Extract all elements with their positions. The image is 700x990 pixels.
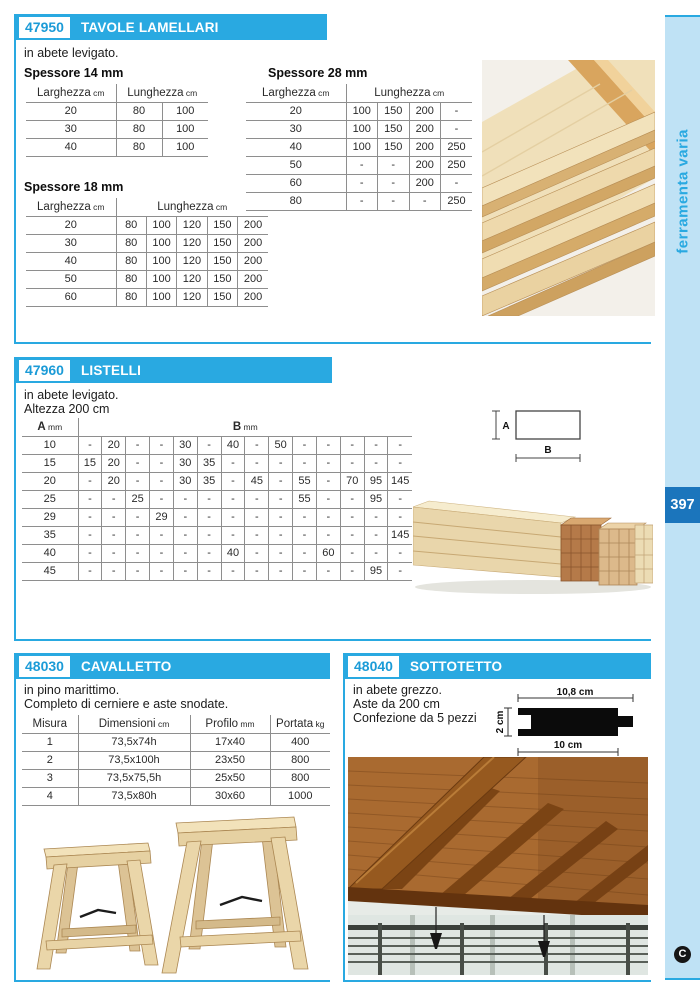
table-cell: 100 xyxy=(346,138,378,156)
table-cell: 200 xyxy=(409,156,441,174)
table-row xyxy=(22,751,330,769)
table-cell: 145 xyxy=(388,526,412,544)
product-code-box: 47960 xyxy=(19,360,70,381)
table-cell: 120 xyxy=(177,216,207,234)
table-cell: 200 xyxy=(409,138,441,156)
table-cell: 15 xyxy=(22,454,78,472)
table-cell: 80 xyxy=(116,270,146,288)
table-row xyxy=(22,472,412,490)
table-cell: - xyxy=(78,508,102,526)
table-cell: - xyxy=(364,544,388,562)
section-listelli xyxy=(14,357,651,641)
table-row xyxy=(26,102,208,120)
table-cell: - xyxy=(197,508,221,526)
table-cell: 95 xyxy=(364,562,388,580)
table-cell: 100 xyxy=(162,120,208,138)
table-cell: - xyxy=(102,526,126,544)
table-cell: 250 xyxy=(441,138,473,156)
table-cell: - xyxy=(340,490,364,508)
page-number-badge: 397 xyxy=(665,487,700,523)
table-cell: - xyxy=(221,490,245,508)
table-label-spessore-18: Spessore 18 mm xyxy=(24,180,124,194)
table-row xyxy=(22,544,412,562)
table-row xyxy=(246,156,472,174)
table-cell: 40 xyxy=(221,544,245,562)
table-cell: 145 xyxy=(388,472,412,490)
table-cell: - xyxy=(364,454,388,472)
table-cell: 30 xyxy=(26,234,116,252)
table-cell: 200 xyxy=(238,252,268,270)
table-row xyxy=(246,102,472,120)
table-cell: 40 xyxy=(246,138,346,156)
table-cell: - xyxy=(245,490,269,508)
table-cell: 400 xyxy=(270,733,330,751)
section-title: CAVALLETTO xyxy=(80,658,172,674)
table-spessore-14 xyxy=(26,84,208,157)
table-cell: 800 xyxy=(270,751,330,769)
table-cell: - xyxy=(197,544,221,562)
table-cell: 30x60 xyxy=(190,787,270,805)
table-cell: - xyxy=(346,156,378,174)
table-cell: 73,5x75,5h xyxy=(78,769,190,787)
table-row xyxy=(22,490,412,508)
table-cell: 200 xyxy=(238,288,268,306)
table-cell: - xyxy=(316,562,340,580)
table-cell: - xyxy=(102,508,126,526)
column-header: A mm xyxy=(37,420,63,433)
table-cell: - xyxy=(245,544,269,562)
table-cell: 25x50 xyxy=(190,769,270,787)
table-cell: - xyxy=(441,120,473,138)
column-header: Profilo mm xyxy=(190,715,270,733)
table-cell: - xyxy=(150,544,174,562)
table-cell: 80 xyxy=(246,192,346,210)
table-cell: - xyxy=(245,562,269,580)
table-cell: 30 xyxy=(173,436,197,454)
table-cell: 29 xyxy=(22,508,78,526)
table-cell: 50 xyxy=(246,156,346,174)
table-cell: 150 xyxy=(207,288,237,306)
table-cell: - xyxy=(150,526,174,544)
table-cell: 35 xyxy=(22,526,78,544)
table-cell: - xyxy=(150,436,174,454)
table-row xyxy=(22,733,330,751)
description-line: Completo di cerniere e aste snodate. xyxy=(24,697,229,711)
table-cell: - xyxy=(245,454,269,472)
table-cell: - xyxy=(293,544,317,562)
table-cell: - xyxy=(173,490,197,508)
table-row xyxy=(22,769,330,787)
table-cell: - xyxy=(126,436,150,454)
table-cell: 120 xyxy=(177,234,207,252)
table-row xyxy=(26,270,268,288)
table-cell: - xyxy=(221,472,245,490)
table-cell: 80 xyxy=(116,234,146,252)
table-cell: 80 xyxy=(116,138,162,156)
column-header: Dimensioni cm xyxy=(78,715,190,733)
column-header: Lunghezza cm xyxy=(116,84,208,102)
table-cell: 100 xyxy=(146,234,176,252)
table-cell: - xyxy=(316,490,340,508)
table-cell: - xyxy=(316,454,340,472)
dimension-label-a: A xyxy=(502,421,510,432)
section-title: TAVOLE LAMELLARI xyxy=(80,19,219,35)
table-cell: 150 xyxy=(207,252,237,270)
table-cell: 40 xyxy=(221,436,245,454)
table-cell: - xyxy=(441,102,473,120)
table-row xyxy=(22,787,330,805)
table-cell: - xyxy=(316,508,340,526)
table-cell: - xyxy=(126,544,150,562)
dimension-label-top: 10,8 cm xyxy=(556,687,594,698)
table-row xyxy=(26,234,268,252)
table-cell: - xyxy=(364,526,388,544)
table-cell: - xyxy=(197,562,221,580)
table-cell: - xyxy=(78,526,102,544)
publisher-logo: C xyxy=(674,946,691,963)
dimension-label-side: 2 cm xyxy=(495,710,506,734)
table-row xyxy=(26,288,268,306)
table-cell: 73,5x80h xyxy=(78,787,190,805)
table-spessore-18 xyxy=(26,198,268,307)
table-cell: - xyxy=(346,174,378,192)
table-cell: 25 xyxy=(22,490,78,508)
table-cell: - xyxy=(269,562,293,580)
table-cell: - xyxy=(269,526,293,544)
table-cell: 1000 xyxy=(270,787,330,805)
table-cell: 20 xyxy=(102,436,126,454)
table-cell: 150 xyxy=(378,102,410,120)
table-cell: 40 xyxy=(22,544,78,562)
column-header: Larghezza cm xyxy=(37,200,105,213)
table-cell: - xyxy=(409,192,441,210)
table-cell: - xyxy=(245,508,269,526)
table-row xyxy=(246,120,472,138)
table-cell: - xyxy=(150,454,174,472)
table-cell: 15 xyxy=(78,454,102,472)
table-cell: 40 xyxy=(26,138,116,156)
table-cell: 250 xyxy=(441,192,473,210)
table-cell: 80 xyxy=(116,216,146,234)
table-row xyxy=(246,192,472,210)
table-cell: - xyxy=(388,490,412,508)
table-cell: - xyxy=(364,436,388,454)
listelli-photo xyxy=(413,485,653,609)
description-line: Altezza 200 cm xyxy=(24,402,110,416)
table-cell: - xyxy=(221,526,245,544)
table-cell: 95 xyxy=(364,472,388,490)
table-cell: - xyxy=(221,508,245,526)
column-header: B mm xyxy=(78,418,412,436)
table-cell: 20 xyxy=(246,102,346,120)
table-cell: - xyxy=(173,526,197,544)
table-cell: 40 xyxy=(26,252,116,270)
table-cell: 100 xyxy=(346,102,378,120)
table-cell: 100 xyxy=(146,252,176,270)
table-cell: 55 xyxy=(293,490,317,508)
table-cell: - xyxy=(126,508,150,526)
table-cell: 1 xyxy=(22,733,78,751)
table-cell: - xyxy=(316,526,340,544)
table-cell: 4 xyxy=(22,787,78,805)
table-cell: 60 xyxy=(316,544,340,562)
table-cell: 150 xyxy=(378,120,410,138)
table-cell: 70 xyxy=(340,472,364,490)
product-code-box: 47950 xyxy=(19,17,70,38)
table-cell: - xyxy=(197,436,221,454)
dimension-label-b: B xyxy=(544,445,552,456)
table-cell: 29 xyxy=(150,508,174,526)
table-cell: - xyxy=(269,454,293,472)
table-cell: 250 xyxy=(441,156,473,174)
sottotetto-photo xyxy=(348,757,648,975)
table-cell: - xyxy=(388,454,412,472)
sidebar-strip xyxy=(665,15,700,980)
table-cell: 100 xyxy=(346,120,378,138)
table-cell: - xyxy=(150,472,174,490)
column-header: Lunghezza cm xyxy=(116,198,268,216)
table-cell: 35 xyxy=(197,454,221,472)
table-row xyxy=(26,120,208,138)
table-cell: - xyxy=(102,562,126,580)
table-cell: 60 xyxy=(246,174,346,192)
column-header: Misura xyxy=(32,717,67,730)
table-cell: - xyxy=(102,490,126,508)
table-cell: 200 xyxy=(409,102,441,120)
table-cell: 150 xyxy=(207,234,237,252)
table-cell: - xyxy=(340,454,364,472)
table-cell: 200 xyxy=(238,216,268,234)
table-cell: - xyxy=(388,562,412,580)
table-cell: 30 xyxy=(173,454,197,472)
description-line: Confezione da 5 pezzi xyxy=(353,711,477,725)
table-cell: 20 xyxy=(102,472,126,490)
table-cell: - xyxy=(293,454,317,472)
table-cell: 100 xyxy=(146,270,176,288)
table-cell: 200 xyxy=(409,174,441,192)
table-cell: - xyxy=(388,436,412,454)
table-cell: 17x40 xyxy=(190,733,270,751)
table-cell: - xyxy=(78,544,102,562)
section-tavole-lamellari xyxy=(14,14,651,344)
table-row xyxy=(26,138,208,156)
table-cell: - xyxy=(340,436,364,454)
product-code-box: 48030 xyxy=(19,656,70,677)
table-row xyxy=(22,454,412,472)
table-cell: 3 xyxy=(22,769,78,787)
section-sottotetto xyxy=(343,653,651,982)
table-cell: 120 xyxy=(177,288,207,306)
table-cell: 100 xyxy=(162,138,208,156)
table-cell: - xyxy=(340,508,364,526)
section-header-bar xyxy=(16,14,327,40)
table-cell: - xyxy=(126,454,150,472)
table-cell: - xyxy=(340,526,364,544)
table-cell: 95 xyxy=(364,490,388,508)
table-cell: - xyxy=(378,192,410,210)
description-line: in abete levigato. xyxy=(24,388,119,402)
table-cell: 23x50 xyxy=(190,751,270,769)
table-row xyxy=(246,174,472,192)
table-cell: 800 xyxy=(270,769,330,787)
table-listelli xyxy=(22,418,412,581)
section-header-bar xyxy=(16,357,332,383)
table-cell: 30 xyxy=(246,120,346,138)
table-cell: - xyxy=(346,192,378,210)
section-cavalletto xyxy=(14,653,330,982)
table-cell: 100 xyxy=(146,288,176,306)
table-cell: 55 xyxy=(293,472,317,490)
table-cell: 30 xyxy=(173,472,197,490)
table-cell: 150 xyxy=(378,138,410,156)
table-cell: 20 xyxy=(26,102,116,120)
table-cell: 30 xyxy=(26,120,116,138)
cavalletto-photo xyxy=(24,813,322,977)
section-title: SOTTOTETTO xyxy=(409,658,503,674)
table-cell: - xyxy=(340,544,364,562)
table-cell: - xyxy=(388,544,412,562)
table-cell: 60 xyxy=(26,288,116,306)
column-header: Lunghezza cm xyxy=(346,84,472,102)
table-cell: - xyxy=(173,508,197,526)
table-cell: 150 xyxy=(207,216,237,234)
table-cell: - xyxy=(78,472,102,490)
table-cell: - xyxy=(126,562,150,580)
table-cell: 200 xyxy=(409,120,441,138)
table-cell: - xyxy=(126,526,150,544)
table-cell: 200 xyxy=(238,270,268,288)
table-cell: - xyxy=(197,526,221,544)
table-cell: 50 xyxy=(26,270,116,288)
table-cell: - xyxy=(269,490,293,508)
table-row xyxy=(22,526,412,544)
table-label-spessore-14: Spessore 14 mm xyxy=(24,66,124,80)
table-cell: 20 xyxy=(22,472,78,490)
table-cell: - xyxy=(150,562,174,580)
table-cell: 35 xyxy=(197,472,221,490)
table-cell: - xyxy=(221,562,245,580)
sidebar-category-label: ferramenta varia xyxy=(674,129,691,254)
table-cell: 2 xyxy=(22,751,78,769)
table-cell: - xyxy=(78,490,102,508)
column-header: Larghezza cm xyxy=(37,86,105,99)
table-cell: 200 xyxy=(238,234,268,252)
table-label-spessore-28: Spessore 28 mm xyxy=(268,66,368,80)
table-row xyxy=(246,138,472,156)
table-cell: 100 xyxy=(146,216,176,234)
section-header-bar xyxy=(345,653,651,679)
table-row xyxy=(26,252,268,270)
table-cell: - xyxy=(316,472,340,490)
table-cell: - xyxy=(173,562,197,580)
tavole-photo xyxy=(482,60,655,316)
section-header-bar xyxy=(16,653,330,679)
table-cell: - xyxy=(378,156,410,174)
table-cell: 80 xyxy=(116,120,162,138)
table-cell: 73,5x100h xyxy=(78,751,190,769)
description-line: Aste da 200 cm xyxy=(353,697,440,711)
table-cell: - xyxy=(269,544,293,562)
table-cell: - xyxy=(150,490,174,508)
table-cell: 45 xyxy=(245,472,269,490)
table-cell: - xyxy=(441,174,473,192)
description-line: in abete levigato. xyxy=(24,46,119,60)
column-header: Larghezza cm xyxy=(262,86,330,99)
table-cell: - xyxy=(364,508,388,526)
table-cell: - xyxy=(316,436,340,454)
table-cell: - xyxy=(221,454,245,472)
table-cavalletto xyxy=(22,715,330,806)
table-cell: - xyxy=(245,436,269,454)
product-code-box: 48040 xyxy=(348,656,399,677)
table-cell: - xyxy=(269,472,293,490)
table-cell: 80 xyxy=(116,252,146,270)
table-cell: 45 xyxy=(22,562,78,580)
table-cell: - xyxy=(78,562,102,580)
table-cell: 80 xyxy=(116,102,162,120)
section-title: LISTELLI xyxy=(80,362,142,378)
table-row xyxy=(22,562,412,580)
table-cell: - xyxy=(293,526,317,544)
table-cell: - xyxy=(173,544,197,562)
table-cell: 10 xyxy=(22,436,78,454)
table-spessore-28 xyxy=(246,84,472,211)
table-cell: - xyxy=(340,562,364,580)
table-cell: - xyxy=(126,472,150,490)
column-header: Portata kg xyxy=(270,715,330,733)
table-cell: 80 xyxy=(116,288,146,306)
sottotetto-profile-diagram xyxy=(493,687,648,759)
dimension-label-bottom: 10 cm xyxy=(553,740,583,751)
description-line: in pino marittimo. xyxy=(24,683,120,697)
table-cell: 73,5x74h xyxy=(78,733,190,751)
table-cell: - xyxy=(102,544,126,562)
description-line: in abete grezzo. xyxy=(353,683,442,697)
table-cell: 100 xyxy=(162,102,208,120)
table-cell: - xyxy=(245,526,269,544)
table-cell: - xyxy=(388,508,412,526)
table-cell: - xyxy=(269,508,293,526)
table-cell: 20 xyxy=(26,216,116,234)
table-row xyxy=(22,508,412,526)
table-cell: 50 xyxy=(269,436,293,454)
table-cell: 20 xyxy=(102,454,126,472)
table-cell: 150 xyxy=(207,270,237,288)
table-cell: - xyxy=(293,508,317,526)
table-cell: - xyxy=(293,436,317,454)
table-cell: - xyxy=(197,490,221,508)
table-cell: 120 xyxy=(177,252,207,270)
table-cell: - xyxy=(78,436,102,454)
table-cell: 25 xyxy=(126,490,150,508)
table-row xyxy=(22,436,412,454)
table-cell: 120 xyxy=(177,270,207,288)
table-cell: - xyxy=(378,174,410,192)
table-row xyxy=(26,216,268,234)
listelli-dimension-diagram xyxy=(488,402,588,464)
table-cell: - xyxy=(293,562,317,580)
